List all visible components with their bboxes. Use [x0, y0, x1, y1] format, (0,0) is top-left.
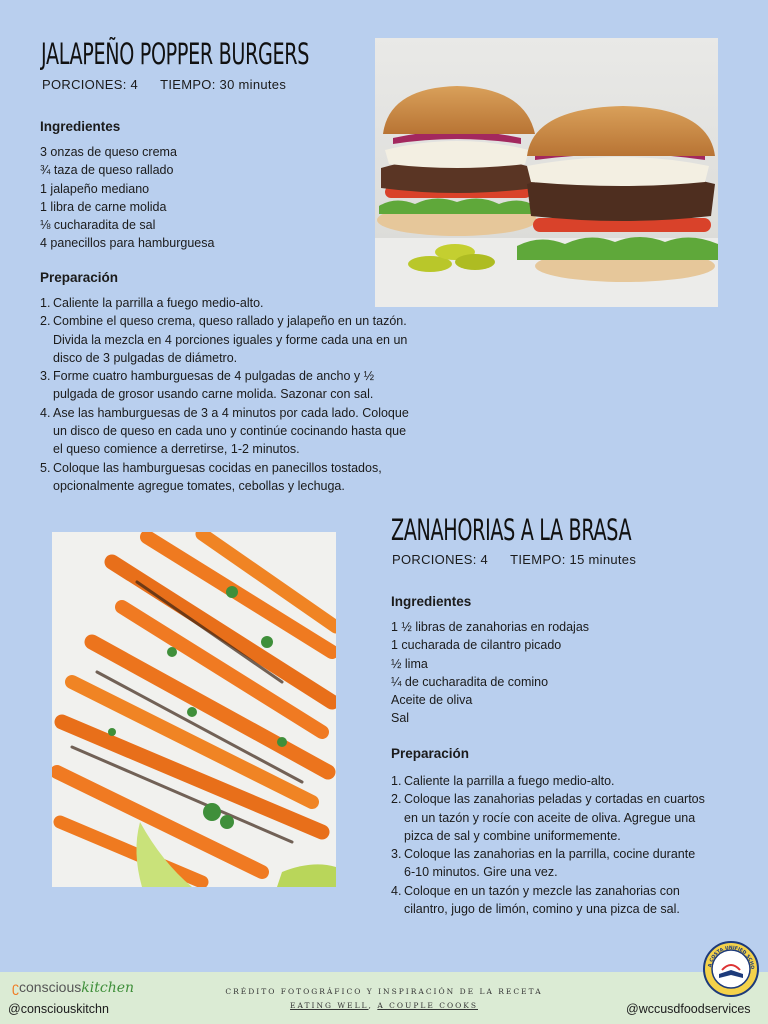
recipe2-ingredients-list	[391, 618, 589, 728]
step-text: Coloque las zanahorias peladas y cortadas en cuartos en un tazón y rocíe con aceite de oliva. Agregue una pizca de sal y combine uniformemente.	[404, 792, 705, 843]
step-text: Combine el queso crema, queso rallado y jalapeño en un tazón. Divida la mezcla en 4 porciones iguales y forme cada una en un disco de 3 pulgadas de diámetro.	[53, 314, 408, 365]
carrots-photo	[52, 532, 336, 887]
step-item	[40, 459, 412, 496]
step-number: 2.	[40, 314, 51, 329]
carrot-logo-icon: ʗ	[12, 979, 19, 995]
ingredient-item: 1 ½ libras de zanahorias en rodajas	[391, 620, 590, 634]
ingredient-item: 1 libra de carne molida	[40, 199, 167, 214]
logo-word-conscious: conscious	[19, 979, 82, 995]
step-text: Coloque las zanahorias en la parrilla, cocine durante 6-10 minutos. Gire una vez.	[404, 847, 696, 880]
recipe1-meta	[42, 77, 286, 92]
recipe2-steps-list	[391, 772, 709, 918]
step-text: Forme cuatro hamburguesas de 4 pulgadas de ancho y ½ pulgada de grosor usando carne molida. Sazonar con sal.	[53, 369, 375, 402]
logo-word-kitchen: kitchen	[81, 980, 135, 996]
step-number: 3.	[391, 847, 402, 862]
school-district-seal-icon	[702, 940, 760, 998]
ingredient-item: ½ lima	[391, 656, 428, 671]
left-social-handle: @consciouskitchn	[8, 1002, 109, 1016]
ingredient-item: ¾ taza de queso rallado	[40, 163, 174, 178]
ingredient-item: Aceite de oliva	[391, 693, 473, 708]
step-item	[391, 845, 709, 882]
recipe2-meta	[392, 552, 636, 567]
step-number: 2.	[391, 792, 402, 807]
step-item	[40, 367, 412, 404]
credit-link-a-couple-cooks[interactable]: A COUPLE COOKS	[377, 1001, 478, 1010]
step-number: 3.	[40, 369, 51, 384]
burger-illustration	[375, 38, 718, 307]
carrots-illustration	[52, 532, 336, 887]
ingredient-item: 1 jalapeño mediano	[40, 181, 150, 196]
step-number: 1.	[391, 774, 402, 788]
step-number: 1.	[40, 296, 51, 310]
credit-link-eating-well[interactable]: EATING WELL	[290, 1001, 369, 1010]
recipe2-prep-heading: Preparación	[391, 746, 470, 761]
recipe1-prep-heading: Preparación	[40, 270, 119, 285]
step-number: 5.	[40, 460, 51, 475]
ingredient-item: Sal	[391, 711, 410, 726]
recipe1-title: JALAPEÑO POPPER BURGERS	[41, 37, 310, 71]
step-item	[40, 312, 412, 367]
step-text: Ase las hamburguesas de 3 a 4 minutos por cada lado. Coloque un disco de queso en cada uno y continúe cocinando hasta que el queso comience a derretirse, 1-2 minutos.	[53, 405, 409, 457]
right-social-handle: @wccusdfoodservices	[626, 1002, 751, 1016]
credit-separator: ,	[368, 1001, 378, 1010]
step-text: Coloque en un tazón y mezcle las zanahorias con cilantro, jugo de limón, comino y una pizca de sal.	[404, 883, 680, 917]
ingredient-item: ⅛ cucharadita de sal	[40, 218, 156, 233]
seal-text: A COSTA UNIFIED SCHO	[708, 945, 755, 970]
step-text: Coloque las hamburguesas cocidas en panecillos tostados, opcionalmente agregue tomates, cebollas y lechuga.	[53, 460, 382, 493]
photo-credit-line: CRÉDITO FOTOGRÁFICO Y INSPIRACIÓN DE LA RECETA	[225, 987, 543, 996]
recipe2-time: TIEMPO: 15 minutes	[510, 552, 637, 567]
ingredient-item: 1 cucharada de cilantro picado	[391, 638, 562, 653]
step-number: 4.	[391, 883, 402, 898]
recipe1-portions: PORCIONES: 4	[42, 77, 139, 92]
recipe1-ingredients-list	[40, 143, 214, 253]
step-number: 4.	[40, 405, 51, 420]
step-item	[391, 882, 709, 919]
step-text: Caliente la parrilla a fuego medio-alto.	[53, 296, 264, 310]
recipe2-ingredients-heading: Ingredientes	[391, 594, 472, 609]
step-item	[391, 772, 709, 790]
ingredient-item: ¼ de cucharadita de comino	[391, 674, 549, 689]
recipe1-steps-list	[40, 294, 412, 495]
burger-photo	[375, 38, 718, 307]
step-item	[391, 790, 709, 845]
recipe2-portions: PORCIONES: 4	[392, 552, 489, 567]
recipe2-title: ZANAHORIAS A LA BRASA	[391, 513, 632, 547]
recipe1-time: TIEMPO: 30 minutes	[160, 77, 287, 92]
seal-graphic	[702, 940, 760, 998]
ingredient-item: 4 panecillos para hamburguesa	[40, 236, 215, 251]
step-item	[40, 294, 412, 312]
step-item	[40, 404, 412, 459]
ingredient-item: 3 onzas de queso crema	[40, 145, 177, 159]
step-text: Caliente la parrilla a fuego medio-alto.	[404, 774, 615, 788]
recipe1-ingredients-heading: Ingredientes	[40, 119, 121, 134]
